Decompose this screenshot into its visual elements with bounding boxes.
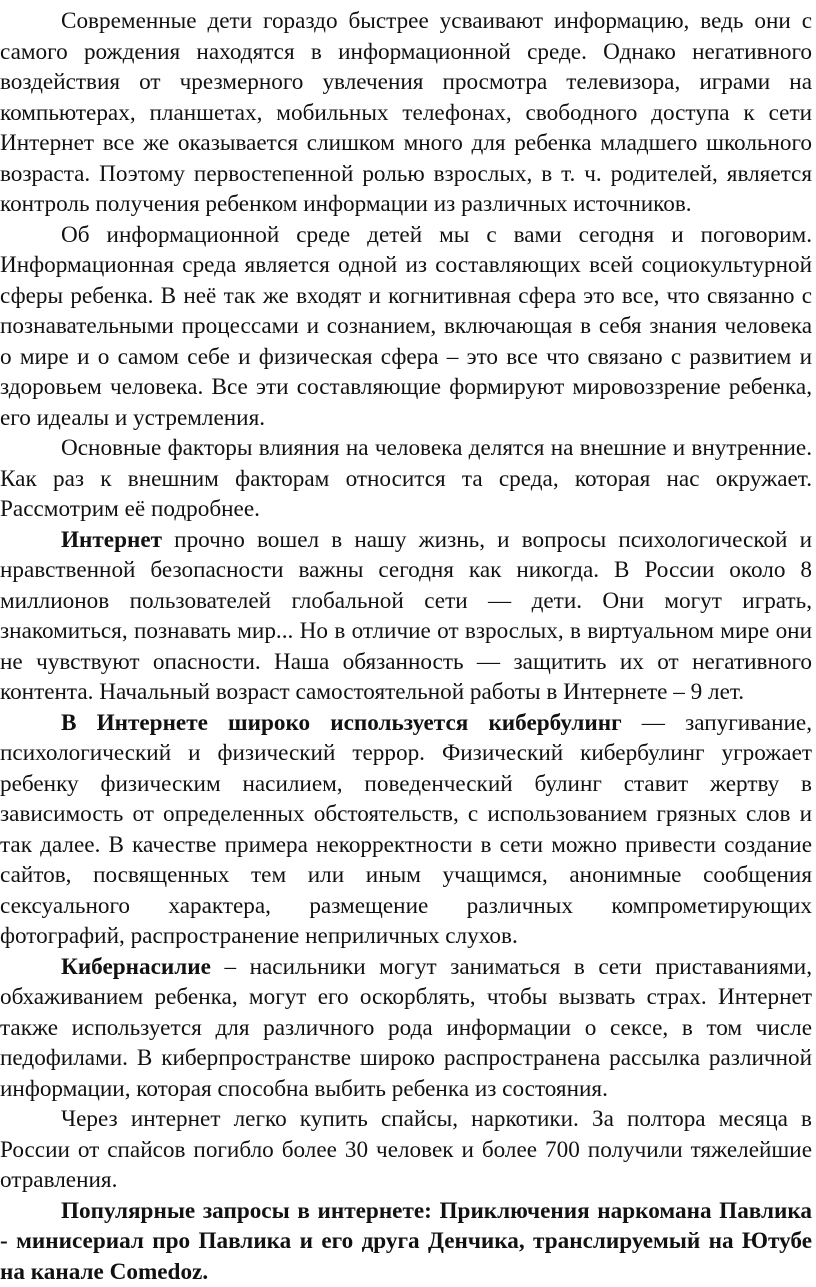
- paragraph-factors: [0, 433, 812, 525]
- paragraph-lead: В Интернете широко используется кибербулинг: [61, 710, 622, 736]
- paragraph-text: — запугивание, психологический и физический террор. Физический кибербулинг угрожает ребенку физическим насилием, поведенческий булинг ставит жертву в зависимость от определенных обстоятельств, с использованием грязных слов и так далее. В качестве примера некорректности в сети можно привести создание сайтов, посвященных тем или иным учащимся, анонимные сообщения сексуального характера, размещение различных компрометирующих фотографий, распространение неприличных слухов.: [0, 710, 812, 950]
- paragraph-text: Через интернет легко купить спайсы, наркотики. За полтора месяца в России от спайсов погибло более 30 человек и более 700 получили тяжелейшие отравления.: [0, 1106, 812, 1193]
- paragraph-lead: Кибернасилие: [61, 954, 211, 980]
- paragraph-text: прочно вошел в нашу жизнь, и вопросы психологической и нравственной безопасности важны сегодня как никогда. В России около 8 миллионов пользователей глобальной сети — дети. Они могут играть, знакомиться, познавать мир... Но в отличие от взрослых, в виртуальном мире они не чувствуют опасности. Наша обязанность — защитить их от негативного контента. Начальный возраст самостоятельной работы в Интернете – 9 лет.: [0, 527, 812, 706]
- paragraph-text: Современные дети гораздо быстрее усваивают информацию, ведь они с самого рождения находятся в информационной среде. Однако негативного воздействия от чрезмерного увлечения просмотра телевизора, играми на компьютерах, планшетах, мобильных телефонах, свободного доступа к сети Интернет все же оказывается слишком много для ребенка младшего школьного возраста. Поэтому первостепенной ролью взрослых, в т. ч. родителей, является контроль получения ребенком информации из различных источников.: [0, 8, 812, 217]
- paragraph-info-environment: [0, 220, 812, 434]
- paragraph-lead: Интернет: [61, 527, 162, 553]
- paragraph-internet: [0, 525, 812, 708]
- paragraph-lead: Популярные запросы в интернете: Приключения наркомана Павлика - минисериал про Павлика и его друга Денчика, транслируемый на Ютубе на канале Comedoz.: [0, 1198, 812, 1285]
- paragraph-popular-queries: [0, 1196, 812, 1287]
- paragraph-text: Основные факторы влияния на человека делятся на внешние и внутренние. Как раз к внешним факторам относится та среда, которая нас окружает. Рассмотрим её подробнее.: [0, 435, 812, 522]
- paragraph-cyberviolence: [0, 952, 812, 1105]
- paragraph-spice: [0, 1104, 812, 1196]
- paragraph-text: Об информационной среде детей мы с вами сегодня и поговорим. Информационная среда является одной из составляющих всей социокультурной сферы ребенка. В неё так же входят и когнитивная сфера это все, что связанно с познавательными процессами и сознанием, включающая в себя знания человека о мире и о самом себе и физическая сфера – это все что связано с развитием и здоровьем человека. Все эти составляющие формируют мировоззрение ребенка, его идеалы и устремления.: [0, 222, 812, 431]
- paragraph-intro: [0, 6, 812, 220]
- paragraph-text: – насильники могут заниматься в сети приставаниями, обхаживанием ребенка, могут его оскорблять, чтобы вызвать страх. Интернет также используется для различного рода информации о сексе, в том числе педофилами. В киберпространстве широко распространена рассылка различной информации, которая способна выбить ребенка из состояния.: [0, 954, 812, 1102]
- paragraph-cyberbullying: [0, 708, 812, 952]
